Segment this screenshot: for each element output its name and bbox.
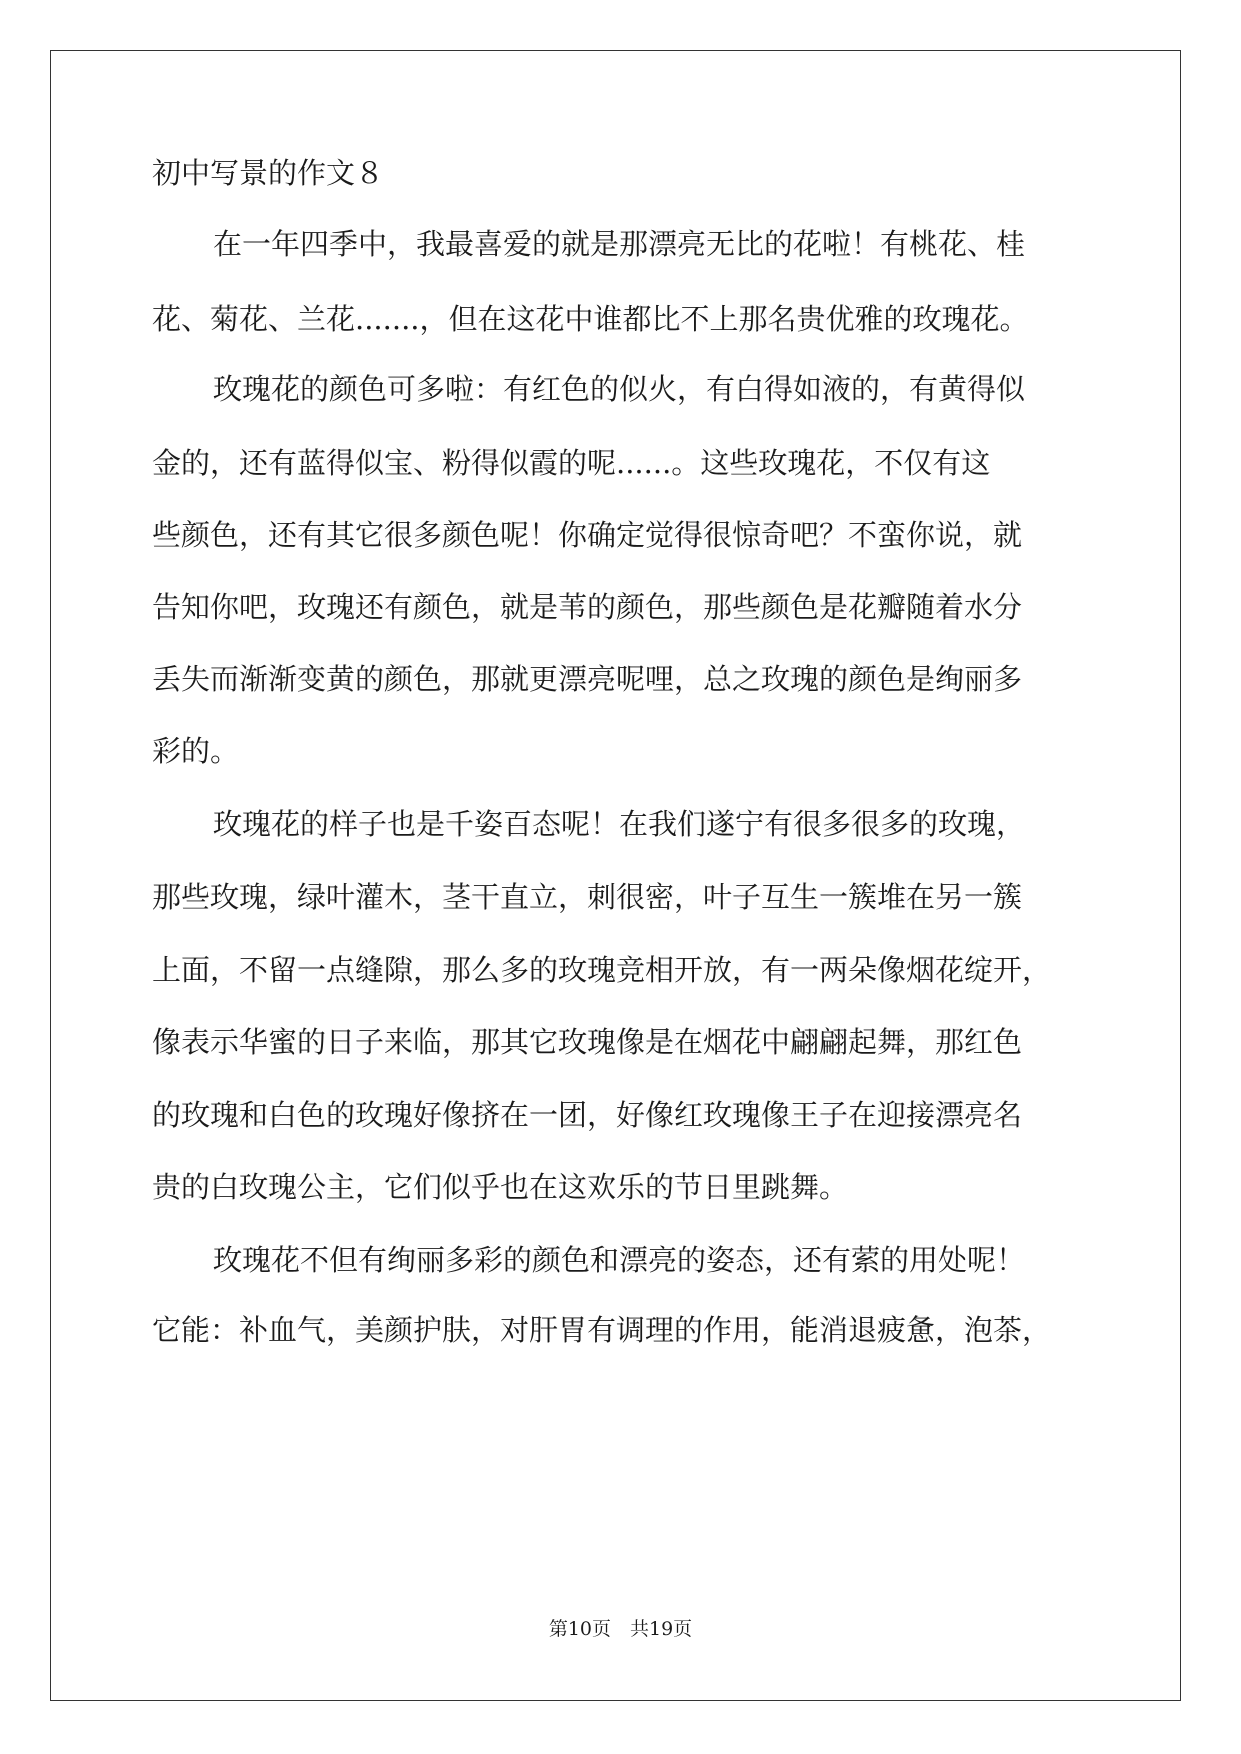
text-line: 丢失而渐渐变黄的颜色，那就更漂亮呢哩，总之玫瑰的颜色是绚丽多: [152, 662, 1023, 696]
page-number: 第10页 共19页: [548, 1618, 693, 1640]
text-line: 彩的。: [152, 734, 240, 768]
text-line: 的玫瑰和白色的玫瑰好像挤在一团，好像红玫瑰像王子在迎接漂亮名: [152, 1098, 1023, 1132]
document-title: 初中写景的作文８: [152, 156, 385, 190]
page-frame: [50, 50, 1181, 1701]
text-line: 那些玫瑰，绿叶灌木，茎干直立，刺很密，叶子互生一簇堆在另一簇: [152, 880, 1023, 914]
text-line: 玫瑰花的样子也是千姿百态呢！在我们遂宁有很多很多的玫瑰，: [213, 807, 1026, 841]
text-line: 告知你吧，玫瑰还有颜色，就是苇的颜色，那些颜色是花瓣随着水分: [152, 590, 1023, 624]
text-line: 贵的白玫瑰公主，它们似乎也在这欢乐的节日里跳舞。: [152, 1170, 849, 1204]
text-line: 花、菊花、兰花.......，但在这花中谁都比不上那名贵优雅的玫瑰花。: [152, 302, 1029, 336]
text-line: 在一年四季中，我最喜爱的就是那漂亮无比的花啦！有桃花、桂: [213, 227, 1026, 261]
text-line: 些颜色，还有其它很多颜色呢！你确定觉得很惊奇吧？不蛮你说，就: [152, 518, 1023, 552]
text-line: 它能：补血气，美颜护肤，对肝胃有调理的作用，能消退疲惫，泡茶，: [152, 1313, 1052, 1347]
text-line: 上面，不留一点缝隙，那么多的玫瑰竞相开放，有一两朵像烟花绽开，: [152, 953, 1052, 987]
text-line: 金的，还有蓝得似宝、粉得似霞的呢......。这些玫瑰花，不仅有这: [152, 446, 991, 480]
text-line: 像表示华蜜的日子来临，那其它玫瑰像是在烟花中翩翩起舞，那红色: [152, 1025, 1023, 1059]
text-line: 玫瑰花的颜色可多啦：有红色的似火，有白得如液的，有黄得似: [213, 372, 1026, 406]
text-line: 玫瑰花不但有绚丽多彩的颜色和漂亮的姿态，还有萦的用处呢！: [213, 1243, 1026, 1277]
